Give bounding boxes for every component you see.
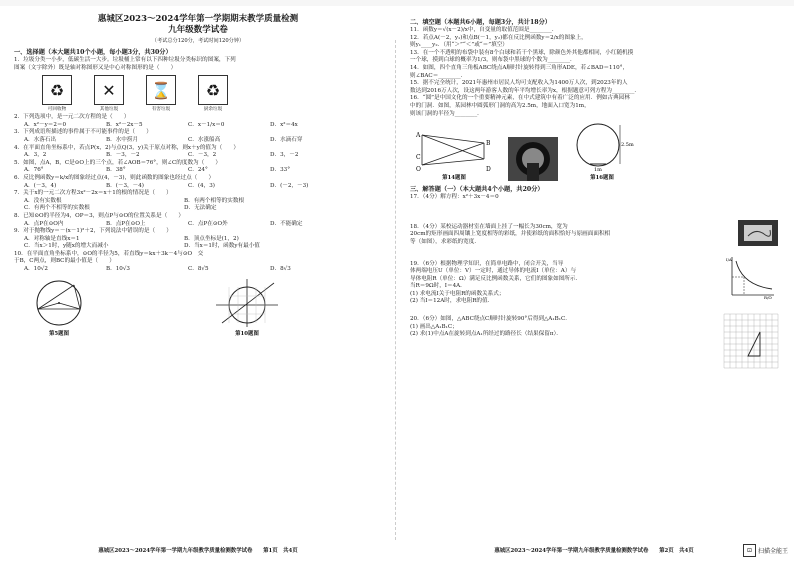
section-2-title: 二、填空题（本题共6小题，每题3分，共计18分） <box>410 19 551 26</box>
option: B．(－3，－4) <box>106 182 144 189</box>
question-5: 5．如图，点A，B，C是⊙O上的三个点，若∠AOB＝76°，则∠C的度数为（ ） <box>14 159 222 166</box>
question-19-part1: (1) 求电流I关于电阻R的函数关系式； <box>410 290 505 297</box>
option: D．当x＝1时，函数y有最小值 <box>184 243 260 250</box>
scan-top-strip <box>0 0 794 6</box>
page-2-footer: 惠城区2023～2024学年第一学期九年级教学质量检测数学试卷 第2页 共4页 <box>494 548 694 554</box>
icon-label: 有害垃圾 <box>151 107 171 113</box>
question-4-options <box>14 152 382 160</box>
option: C．有两个不相等的实数根 <box>24 205 90 212</box>
option: B．－3，－2 <box>106 152 140 159</box>
option: C．(4，3) <box>188 182 215 189</box>
hazardous-waste-icon: ⌛ <box>151 80 171 100</box>
question-20-part1: (1) 画出△A₁B₁C； <box>410 323 458 330</box>
option: D．8√3 <box>270 266 291 273</box>
question-8: 8．已知⊙O的半径为4，OP＝3，则点P与⊙O的位置关系是（ ） <box>14 212 184 219</box>
option: A．3，2 <box>24 152 47 159</box>
section-3-title: 三、解答题（一）（本大题共4个小题，共20分） <box>410 186 544 194</box>
waste-icon-a <box>42 75 72 112</box>
question-16-cont2: 则该门洞的半径为________． <box>410 110 483 117</box>
figures-row-left <box>24 277 382 337</box>
question-6-options <box>14 183 382 191</box>
exam-subtitle: 九年级数学试卷 <box>168 25 228 35</box>
question-9-options <box>14 236 382 251</box>
exam-info: （考试总分120分，考试时间120分钟） <box>151 38 245 44</box>
waste-icon-b <box>94 75 124 112</box>
question-3: 3．下列成语所描述的事件属于不可能事件的是（ ） <box>14 129 152 136</box>
page-1-footer: 惠城区2023～2024学年第一学期九年级教学质量检测数学试卷 第1页 共4页 <box>98 548 298 554</box>
figure-16-caption: 第16题图 <box>590 175 614 182</box>
question-19-cont: 体两端电压U（单位：V）一定时，通过导体的电流I（单位：A）与 <box>410 268 577 275</box>
coordinate-circle-figure <box>212 277 282 329</box>
option: D．无法确定 <box>184 205 217 212</box>
scanner-stamp-label: 扫描全能王 <box>757 548 788 555</box>
waste-icon-d <box>198 75 228 112</box>
label-o: O <box>416 166 421 174</box>
inverse-graph-figure <box>726 255 776 299</box>
exam-page-1 <box>14 14 382 554</box>
question-16: 16．“圆”是中国文化的一个重要精神元素，在中式建筑中有着广泛的应用．例如古典园林 <box>410 95 630 102</box>
question-19-part2: (2) 当I＝12A时，求电阻R的值． <box>410 298 494 305</box>
option: C．24° <box>188 167 208 174</box>
option: C．当x＞1时，y随x的增大而减小 <box>24 243 109 250</box>
option: B．x²－2x－5 <box>106 121 143 128</box>
option: A．水落石出 <box>24 136 57 143</box>
question-10-cont: 于B，C两点，则BC的最小值是（ ） <box>14 258 115 265</box>
graph-x-label: R/Ω <box>764 294 772 300</box>
option: D．3，－2 <box>270 152 299 159</box>
other-waste-icon: ✕ <box>102 80 116 100</box>
option: A．对称轴是直线x＝1 <box>24 235 80 242</box>
framed-picture-figure <box>738 220 778 246</box>
exam-page-2 <box>410 14 778 554</box>
question-18: 18．（4分）某校运动器材室在墙面上挂了一幅长为30cm，宽为 <box>410 223 568 230</box>
option: A．(－3，4) <box>24 182 57 189</box>
graph-y-label: I/A <box>726 256 732 262</box>
icon-label: 可回收物 <box>47 107 67 113</box>
question-16-cont: 中的门洞．如图，某园林中圆弧形门洞的高为2.5m，地面入口宽为1m， <box>410 102 590 109</box>
question-14: 14．如图，四个直角三角板ABC绕点A顺时针旋转得到三角形ADE，若∠BAD＝110°， <box>410 64 629 71</box>
waste-icons <box>42 75 382 112</box>
question-5-options <box>14 167 382 175</box>
question-3-options <box>14 137 382 145</box>
label-a: A <box>416 132 421 140</box>
question-19: 19．（6分）根据物理学知识，在简单电路中，闭合开关，当导 <box>410 260 564 267</box>
question-10: 10．在平面直角坐标系中，⊙O的半径为5，若直线y＝kx＋3k－4与⊙O 交 <box>14 250 204 257</box>
question-10-options <box>14 266 382 274</box>
question-13: 13．在一个不透明的布袋中装有8个白球和若干个黑球，除颜色外其他都相同，小红随机摸 <box>410 49 634 56</box>
height-label: 2.5m <box>621 142 634 149</box>
option: D．x²＝4x <box>270 121 298 128</box>
figure-14-caption: 第14题图 <box>442 175 466 182</box>
option: A．x²－y＝2＝0 <box>24 121 67 128</box>
scanner-stamp <box>743 544 788 557</box>
option: C．水涨船高 <box>188 136 221 143</box>
waste-icon-c <box>146 75 176 112</box>
label-d: D <box>486 166 491 174</box>
option: D．不能确定 <box>270 220 303 227</box>
option: C．x－1/x＝0 <box>188 121 225 128</box>
option: C．点P在⊙O外 <box>188 220 228 227</box>
question-6: 6．反比例函数y＝k/x的图象经过点(4，－3)，则此函数的图象也经过点（ ） <box>14 174 215 181</box>
option: A．没有实数根 <box>24 197 62 204</box>
icon-label: 厨余垃圾 <box>203 107 223 113</box>
door-circle-figure <box>572 121 632 173</box>
circle-triangle-figure <box>24 277 94 329</box>
option: B．10√3 <box>106 266 130 273</box>
question-15: 15．据不完全统计，2021年惠州市居民人均可支配收入为1400万人次，到2023年的人 <box>410 80 628 87</box>
exam-title: 惠城区2023～2024学年第一学期期末教学质量检测 <box>97 14 299 24</box>
question-13-cont: 一个球，摸到白球的概率为1/3，则布袋中黑球的个数为________． <box>410 57 576 64</box>
section-1-title: 一、选择题（本大题共10个小题，每小题3分，共30分） <box>14 49 172 56</box>
question-14-cont: 则∠BAC＝________． <box>410 72 467 79</box>
option: D．(－2，－3) <box>270 182 309 189</box>
question-11: 11．函数y＝√(x－2)/x中，自变量的取值范围是________． <box>410 27 558 33</box>
page-divider <box>395 40 396 540</box>
option: A．10√2 <box>24 266 48 273</box>
width-label: 1m <box>594 167 602 174</box>
option: B．水中捞月 <box>106 136 139 143</box>
option: C．－3，2 <box>188 152 217 159</box>
figure-10-caption: 第10题图 <box>235 330 259 337</box>
label-c: C <box>416 154 421 162</box>
figure-10 <box>212 277 282 337</box>
rotated-triangles-figure <box>414 129 494 173</box>
question-15-cont: 数达到2016万人次，设这两年游客人数的年平均增长率为x，根据题意可列方程为________． <box>410 87 640 94</box>
question-19-cont2: 导体电阻R（单位：Ω）满足反比例函数关系，它们的图象如图所示． <box>410 275 582 282</box>
question-20-part2: (2) 求(1)中点A在旋转到点A₁所经过的路径长（结果保留π）． <box>410 331 562 338</box>
option: B．38° <box>106 167 126 174</box>
question-20: 20．（6分）如图，△ABC绕点C顺时针旋转90°后得到△A₁B₁C． <box>410 316 571 323</box>
question-2: 2．下列选项中，是一元二次方程的是（ ） <box>14 114 130 121</box>
recycle-icon: ♻ <box>49 80 65 100</box>
question-7-options <box>14 198 382 213</box>
grid-triangle-figure <box>724 314 778 368</box>
figure-5 <box>24 277 94 337</box>
option: A．76° <box>24 167 44 174</box>
option: B．顶点坐标是(1，2) <box>184 235 239 242</box>
figure-14 <box>414 129 494 181</box>
question-17: 17．（4分）解方程：x²＋3x－4＝0 <box>410 194 499 201</box>
question-1-cont: 图案（文字除外）既是轴对称图形又是中心对称图形的是（ ） <box>14 64 177 71</box>
option: B．有两个相等的实数根 <box>184 197 245 204</box>
option: B．点P在⊙O上 <box>106 220 146 227</box>
question-8-options <box>14 221 382 229</box>
question-7: 7．关于x的一元二次方程3x²－2x＝x＋1的根的情况是（ ） <box>14 190 172 197</box>
question-18-cont2: 等（如图），求彩纸的宽度． <box>410 238 480 245</box>
figure-16 <box>572 121 632 181</box>
label-b: B <box>486 140 491 148</box>
question-12-cont: 则y₁____y₂．（用“＞”“＜”或“＝”填空） <box>410 42 508 49</box>
question-19-cont3: 当R＝9Ω时，I＝4A． <box>410 283 466 290</box>
scanner-logo-icon: ⊡ <box>743 544 756 557</box>
figures-row-right <box>414 121 778 181</box>
option: D．水滴石穿 <box>270 136 303 143</box>
question-9: 9．对于抛物线y＝－(x－1)²＋2，下列说法中错误的是（ ） <box>14 228 172 235</box>
icon-label: 其他垃圾 <box>99 107 119 113</box>
garden-door-photo <box>508 137 558 181</box>
question-18-cont: 20cm的矩形画面四周镶上宽度相等的彩纸，并使彩纸的面积恰好与原画面面积相 <box>410 231 611 238</box>
question-4: 4．在平面直角坐标系中，若点P(x，2)与点Q(3，y)关于原点对称，则x＋y的值为（ ） <box>14 144 239 151</box>
figure-5-caption: 第5题图 <box>49 330 69 337</box>
option: A．点P在⊙O内 <box>24 220 64 227</box>
kitchen-waste-icon: ♻ <box>205 80 221 100</box>
question-1: 1．垃圾分类一小步，低碳生活一大步。垃圾桶上常有以下四种垃圾分类标识的图案，下列 <box>14 57 236 63</box>
option: C．8√5 <box>188 266 209 273</box>
option: D．33° <box>270 167 290 174</box>
question-12: 12．若点A(－2，y₁)和点B(－1，y₂)都在反比例函数y＝2/x的图象上， <box>410 34 587 41</box>
